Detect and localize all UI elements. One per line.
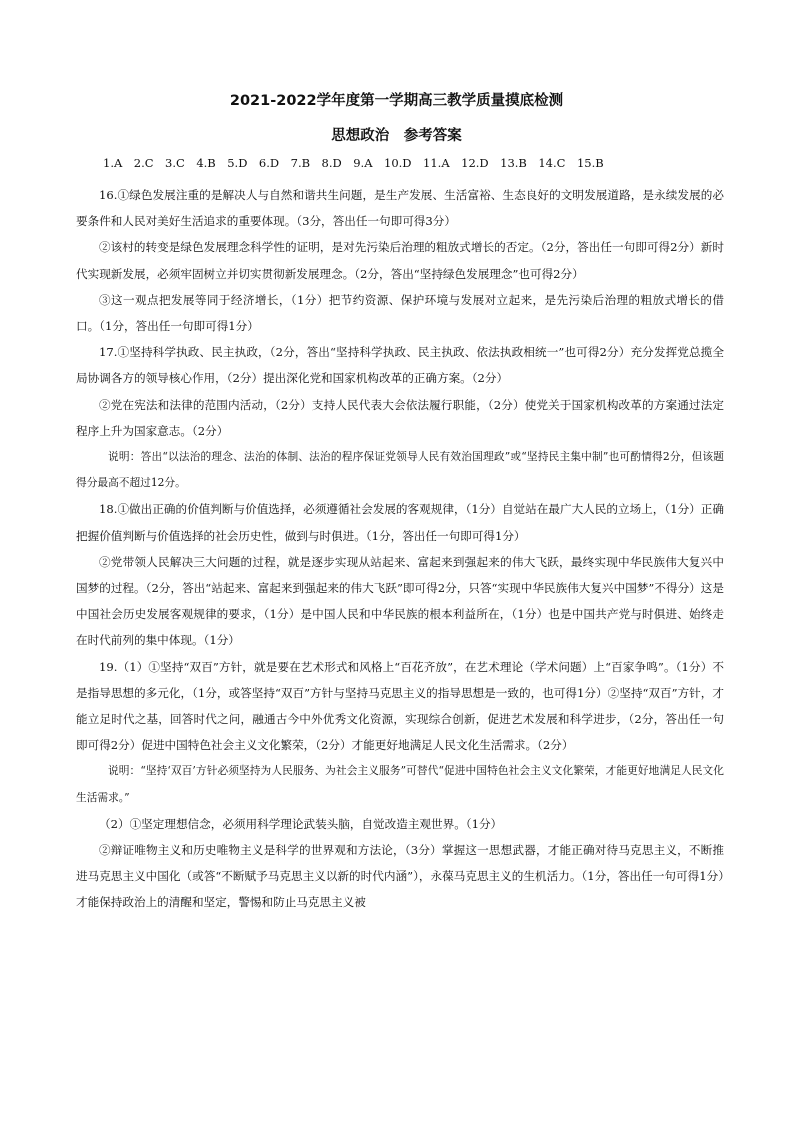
answer-19-note: 说明：“坚持‘双百’方针必须坚持为人民服务、为社会主义服务”可替代“促进中国特色社会主义文化繁荣，才能更好地满足人民文化生活需求。”: [76, 764, 724, 804]
answer-16-point-2: ②该村的转变是绿色发展理念科学性的证明，是对先污染后治理的粗放式增长的否定。（2分，答出任一句即可得2分）新时代实现新发展，必须牢固树立并切实贯彻新发展理念。（2分，答出“坚持绿色发展理念”也可得2分）: [76, 240, 724, 281]
answer-16-point-3: ③这一观点把发展等同于经济增长，（1分）把节约资源、保护环境与发展对立起来，是先污染后治理的粗放式增长的借口。（1分，答出任一句即可得1分）: [76, 292, 724, 334]
multiple-choice-answers: 1.A 2.C 3.C 4.B 5.D 6.D 7.B 8.D 9.A 10.D 11.A 12.D 13.B 14.C 15.B: [103, 156, 604, 170]
answer-body: [76, 182, 724, 916]
answer-17-note: 说明：答出“以法治的理念、法治的体制、法治的程序保证党领导人民有效治国理政”或“坚持民主集中制”也可酌情得2分，但该题得分最高不超过12分。: [76, 450, 724, 490]
page-title: 2021-2022学年度第一学期高三教学质量摸底检测: [229, 93, 564, 109]
answer-17-point-2: ②党在宪法和法律的范围内活动，（2分）支持人民代表大会依法履行职能，（2分）使党关于国家机构改革的方案通过法定程序上升为国家意志。（2分）: [76, 397, 724, 438]
answer-19-part-2-point-2: ②辩证唯物主义和历史唯物主义是科学的世界观和方法论，（3分）掌握这一思想武器，才能正确对待马克思主义，不断推进马克思主义中国化（或答“不断赋予马克思主义以新的时代内涵”），永葆马克思主义的生机活力。（1分，答出任一句可得1分）才能保持政治上的清醒和坚定，警惕和防止马克思主义被: [76, 843, 724, 910]
answer-18-point-1: 18.①做出正确的价值判断与价值选择，必须遵循社会发展的客观规律，（1分）自觉站在最广大人民的立场上，（1分）正确把握价值判断与价值选择的社会历史性，做到与时俱进。（1分，答出任一句即可得1分）: [76, 502, 724, 543]
answer-16-point-1: 16.①绿色发展注重的是解决人与自然和谐共生问题，是生产发展、生活富裕、生态良好的文明发展道路，是永续发展的必要条件和人民对美好生活追求的重要体现。（3分，答出任一句即可得3分）: [76, 188, 724, 229]
answer-18-point-2: ②党带领人民解决三大问题的过程，就是逐步实现从站起来、富起来到强起来的伟大飞跃，最终实现中华民族伟大复兴中国梦的过程。（2分，答出“站起来、富起来到强起来的伟大飞跃”即可得2分，只答“实现中华民族伟大复兴中国梦”不得分）这是中国社会历史发展客观规律的要求，（1分）是中国人民和中华民族的根本利益所在，（1分）也是中国共产党与时俱进、始终走在时代前列的集中体现。（1分）: [76, 554, 724, 648]
answer-19-part-1: 19.（1）①坚持“双百”方针，就是要在艺术形式和风格上“百花齐放”，在艺术理论（学术问题）上“百家争鸣”。（1分）不是指导思想的多元化，（1分，或答坚持“双百”方针与坚持马克思主义的指导思想是一致的，也可得1分）②坚持“双百”方针，才能立足时代之基，回答时代之问，融通古今中外优秀文化资源，实现综合创新，促进艺术发展和科学进步，（2分，答出任一句即可得2分）促进中国特色社会主义文化繁荣，（2分）才能更好地满足人民文化生活需求。（2分）: [76, 659, 724, 753]
page-subtitle: 思想政治 参考答案: [331, 128, 462, 144]
answer-19-part-2-point-1: （2）①坚定理想信念，必须用科学理论武装头脑，自觉改造主观世界。（1分）: [99, 816, 503, 831]
answer-17-point-1: 17.①坚持科学执政、民主执政，（2分，答出“坚持科学执政、民主执政、依法执政相统一”也可得2分）充分发挥党总揽全局协调各方的领导核心作用，（2分）提出深化党和国家机构改革的正确方案。（2分）: [76, 345, 724, 386]
